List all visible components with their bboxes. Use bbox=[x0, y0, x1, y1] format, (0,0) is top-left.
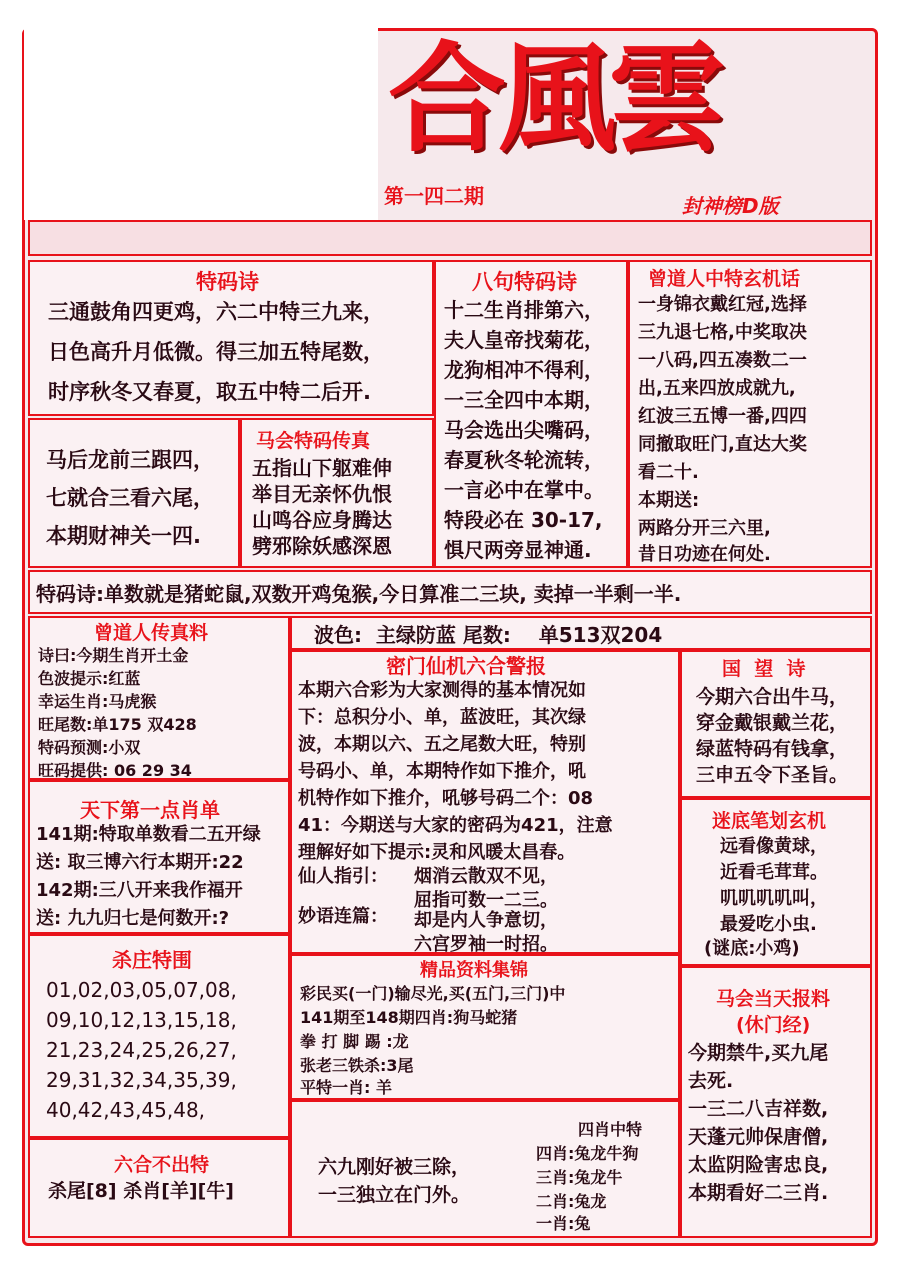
sixiao-line: 一肖:兔 bbox=[536, 1214, 591, 1233]
midi-line: (谜底:小鸡) bbox=[704, 938, 800, 959]
mahui-line: 五指山下躯难伸 bbox=[252, 456, 392, 480]
sixiao-title: 四肖中特 bbox=[578, 1120, 643, 1139]
chuanzhen-box bbox=[28, 616, 290, 780]
chuanzhen-line: 色波提示:红蓝 bbox=[38, 669, 141, 688]
zengdao-line: 本期送: bbox=[638, 490, 700, 511]
title-strip bbox=[28, 220, 872, 256]
sixiao-line: 二肖:兔龙 bbox=[536, 1192, 607, 1211]
zengdao-title: 曾道人中特玄机话 bbox=[648, 268, 801, 290]
chuanzhen-line: 旺码提供: 06 29 34 bbox=[38, 761, 192, 780]
zengdao-line: 昔日功迹在何处. bbox=[638, 544, 771, 565]
shazhuang-line: 01,02,03,05,07,08, bbox=[46, 978, 237, 1002]
guowang-line: 绿蓝特码有钱拿， bbox=[696, 738, 849, 760]
midi-line: 最爱吃小虫. bbox=[720, 914, 817, 935]
mahuibao-line: 一三二八吉祥数, bbox=[688, 1098, 829, 1120]
shazhuang-line: 29,31,32,34,35,39, bbox=[46, 1068, 237, 1092]
bose-text: 波色: 主绿防蓝 尾数: 单513双204 bbox=[314, 623, 663, 647]
jingpin-line: 拳 打 脚 踢 :龙 bbox=[300, 1032, 409, 1051]
mimen-line: 波，本期以六、五之尾数大旺，特别 bbox=[298, 734, 586, 755]
buchu-title: 六合不出特 bbox=[114, 1154, 210, 1176]
chuanzhen-line: 幸运生肖:马虎猴 bbox=[38, 692, 157, 711]
guide-line: 烟消云散双不见， bbox=[414, 866, 558, 887]
zengdao-line: 一身锦衣戴红冠,选择 bbox=[638, 294, 807, 315]
guowang-line: 穿金戴银戴兰花， bbox=[696, 712, 849, 734]
zengdao-line: 三九退七格,中奖取决 bbox=[638, 322, 807, 343]
issue-label: 第一四二期 bbox=[384, 184, 484, 208]
shazhuang-line: 09,10,12,13,15,18, bbox=[46, 1008, 237, 1032]
edition-label: 封神榜D版 bbox=[682, 194, 779, 218]
bajv-line: 十二生肖排第六， bbox=[444, 298, 604, 322]
poem-title: 特码诗 bbox=[196, 270, 259, 294]
zengdao-line: 同撤取旺门,直达大奖 bbox=[638, 434, 807, 455]
maho-line: 本期财神关一四. bbox=[46, 524, 201, 548]
mimen-line: 号码小、单，本期特作如下推介，吼 bbox=[298, 761, 586, 782]
tianxia-line: 141期:特取单数看二五开绿 bbox=[36, 824, 261, 845]
midi-line: 近看毛茸茸。 bbox=[720, 862, 828, 883]
shazhuang-box bbox=[28, 934, 290, 1138]
maho-line: 马后龙前三跟四， bbox=[46, 448, 214, 472]
chuanzhen-line: 诗曰:今期生肖开土金 bbox=[38, 646, 189, 665]
mahuibao-line: 去死. bbox=[688, 1070, 734, 1092]
bajv-line: 夫人皇帝找菊花， bbox=[444, 328, 604, 352]
miao-line: 六宫罗袖一时招。 bbox=[414, 934, 558, 954]
jingpin-title: 精品资料集锦 bbox=[420, 960, 528, 981]
jingpin-line: 张老三铁杀:3尾 bbox=[300, 1056, 414, 1075]
midi-line: 叽叽叽叽叫， bbox=[720, 888, 828, 909]
guide-label: 仙人指引： bbox=[298, 866, 388, 887]
header-blank-box bbox=[24, 26, 378, 220]
midi-line: 远看像黄球， bbox=[720, 836, 828, 857]
poem-box bbox=[28, 260, 434, 416]
bajv-line: 龙狗相冲不得利， bbox=[444, 358, 604, 382]
bajv-title: 八句特码诗 bbox=[472, 270, 577, 294]
liujiu-line: 一三独立在门外。 bbox=[318, 1184, 471, 1206]
bajv-line: 一三全四中本期， bbox=[444, 388, 604, 412]
tianxia-line: 送: 取三博六行本期开:22 bbox=[36, 852, 244, 873]
miao-label: 妙语连篇： bbox=[298, 906, 388, 927]
poem-line: 时序秋冬又春夏，取五中特二后开. bbox=[48, 380, 371, 404]
mahui-line: 山鸣谷应身腾达 bbox=[252, 508, 392, 532]
mahuibao-box bbox=[680, 966, 872, 1238]
miao-line: 却是内人争意切， bbox=[414, 910, 558, 931]
bajv-line: 春夏秋冬轮流转， bbox=[444, 448, 604, 472]
mahuibao-line: 太监阴险害忠良, bbox=[688, 1154, 829, 1176]
shazhuang-line: 21,23,24,25,26,27, bbox=[46, 1038, 237, 1062]
guide-line: 屈指可数一二三。 bbox=[414, 890, 558, 911]
mahui-title: 马会特码传真 bbox=[256, 430, 371, 452]
poem-line: 三通鼓角四更鸡，六二中特三九来， bbox=[48, 300, 384, 324]
mimen-line: 机特作如下推介，吼够号码二个：08 bbox=[298, 788, 594, 809]
sixiao-line: 四肖:兔龙牛狗 bbox=[536, 1144, 639, 1163]
mahuibao-title: 马会当天报料 bbox=[716, 988, 831, 1010]
guowang-title: 国 望 诗 bbox=[722, 658, 806, 680]
mimen-line: 下：总积分小、单，蓝波旺，其次绿 bbox=[298, 707, 586, 728]
mahuibao-line: 今期禁牛,买九尾 bbox=[688, 1042, 829, 1064]
tianxia-line: 142期:三八开来我作福开 bbox=[36, 880, 243, 901]
chuanzhen-line: 旺尾数:单175 双428 bbox=[38, 715, 197, 734]
bajv-line: 惧尺两旁显神通. bbox=[444, 538, 592, 562]
shazhuang-title: 杀庄特围 bbox=[112, 948, 192, 972]
buchu-box bbox=[28, 1138, 290, 1238]
midi-box bbox=[680, 798, 872, 966]
tianxia-box bbox=[28, 780, 290, 934]
guowang-line: 三申五令下圣旨。 bbox=[696, 764, 849, 786]
maho-box bbox=[28, 418, 240, 568]
liujiu-box bbox=[290, 1100, 680, 1238]
bajv-line: 一言必中在掌中。 bbox=[444, 478, 604, 502]
mimen-line: 本期六合彩为大家测得的基本情况如 bbox=[298, 680, 586, 701]
liujiu-line: 六九刚好被三除， bbox=[318, 1156, 471, 1178]
mahuibao-line: 天蓬元帅保唐僧, bbox=[688, 1126, 829, 1148]
banner-text: 特码诗:单数就是猪蛇鼠,双数开鸡兔猴,今日算准二三块, 卖掉一半剩一半. bbox=[36, 582, 682, 606]
zengdao-line: 一八码,四五凑数二一 bbox=[638, 350, 807, 371]
sixiao-line: 三肖:兔龙牛 bbox=[536, 1168, 623, 1187]
chuanzhen-title: 曾道人传真料 bbox=[94, 622, 209, 644]
guowang-line: 今期六合出牛马， bbox=[696, 686, 849, 708]
bajv-line: 特段必在 30-17, bbox=[444, 508, 603, 532]
midi-title: 迷底笔划玄机 bbox=[712, 810, 827, 832]
mahuibao-subtitle: (休门经) bbox=[736, 1014, 811, 1036]
jingpin-line: 彩民买(一门)输尽光,买(五门,三门)中 bbox=[300, 984, 566, 1003]
header-title: 合風雲 bbox=[388, 29, 719, 168]
zengdao-line: 红波三五博一番,四四 bbox=[638, 406, 807, 427]
tianxia-title: 天下第一点肖单 bbox=[80, 798, 220, 822]
banner-box bbox=[28, 570, 872, 614]
buchu-text: 杀尾[8] 杀肖[羊][牛] bbox=[48, 1180, 234, 1202]
mimen-box bbox=[290, 650, 680, 954]
shazhuang-line: 40,42,43,45,48, bbox=[46, 1098, 206, 1122]
maho-line: 七就合三看六尾， bbox=[46, 486, 214, 510]
mimen-title: 密门仙机六合警报 bbox=[386, 654, 546, 678]
zengdao-line: 看二十. bbox=[638, 462, 699, 483]
tianxia-line: 送: 九九归七是何数开:? bbox=[36, 908, 230, 929]
guowang-box bbox=[680, 650, 872, 798]
mimen-line: 理解好如下提示:灵和风暖太昌春。 bbox=[298, 842, 576, 863]
chuanzhen-line: 特码预测:小双 bbox=[38, 738, 141, 757]
mahuibao-line: 本期看好二三肖. bbox=[688, 1182, 829, 1204]
mahui-box bbox=[240, 418, 434, 568]
bajv-line: 马会选出尖嘴码， bbox=[444, 418, 604, 442]
zengdao-line: 出,五来四放成就九, bbox=[638, 378, 796, 399]
zengdao-box bbox=[628, 260, 872, 568]
jingpin-box bbox=[290, 954, 680, 1100]
jingpin-line: 平特一肖: 羊 bbox=[300, 1078, 392, 1097]
zengdao-line: 两路分开三六里, bbox=[638, 518, 771, 539]
mimen-line: 41：今期送与大家的密码为421，注意 bbox=[298, 815, 613, 836]
bose-box bbox=[290, 616, 872, 650]
poem-line: 日色高升月低微。得三加五特尾数， bbox=[48, 340, 384, 364]
jingpin-line: 141期至148期四肖:狗马蛇猪 bbox=[300, 1008, 518, 1027]
mahui-line: 举目无亲怀仇恨 bbox=[252, 482, 392, 506]
mahui-line: 劈邪除妖感深恩 bbox=[252, 534, 392, 558]
bajv-box bbox=[434, 260, 628, 568]
